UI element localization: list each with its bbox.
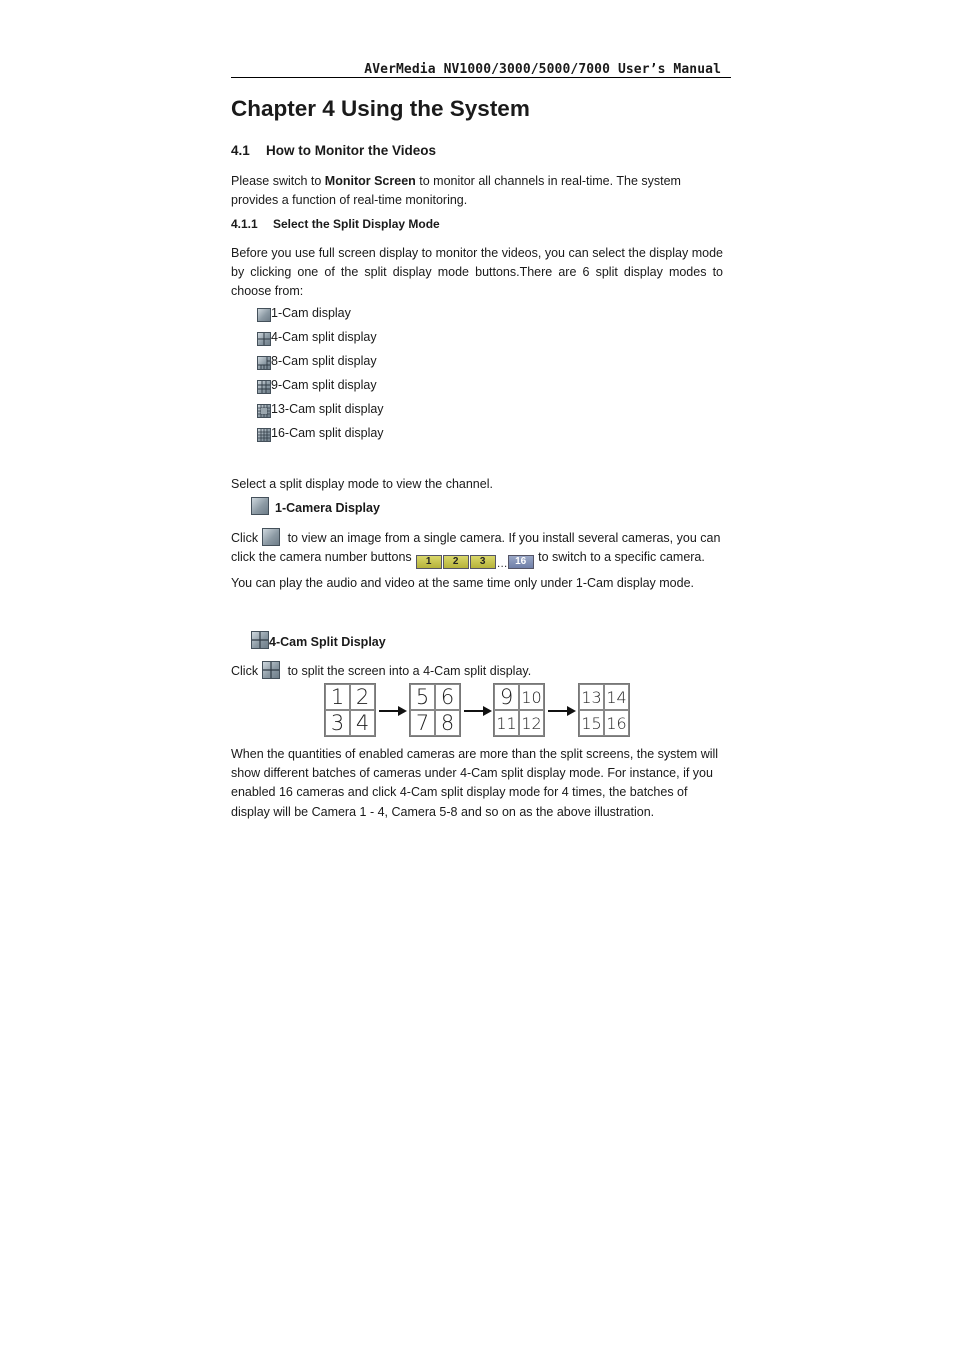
running-header-title: AVerMedia NV1000/3000/5000/7000 User’s Manual <box>364 62 721 77</box>
camera-button-2[interactable]: 2 <box>443 555 469 569</box>
four-cam-text: to split the screen into a 4-Cam split display. <box>287 664 532 678</box>
grid-cell: 15 <box>579 710 604 736</box>
grid-cell: 11 <box>494 710 519 736</box>
section-number: 4.1 <box>231 143 250 158</box>
camera-button-3[interactable]: 3 <box>470 555 496 569</box>
grid-cell: 10 <box>519 684 544 710</box>
click-word: Click <box>231 664 259 678</box>
grid-cell: 8 <box>435 710 460 736</box>
one-camera-text-a: to view an image from a single camera. If you install several cameras, you can click the camera number buttons <box>231 531 721 565</box>
grid-cell: 1 <box>325 684 350 710</box>
batch-grid-3 <box>493 683 545 737</box>
grid-cell: 14 <box>604 684 629 710</box>
grid-cell: 13 <box>579 684 604 710</box>
split-intro-paragraph: Before you use full screen display to monitor the videos, you can select the display mode by clicking one of the split display mode buttons.There are 6 split display modes to choose from: <box>231 246 723 299</box>
grid-cell: 9 <box>494 684 519 710</box>
list-item <box>257 354 384 378</box>
camera-button-1[interactable]: 1 <box>416 555 442 569</box>
running-header <box>231 60 731 78</box>
one-camera-paragraph <box>231 528 723 594</box>
list-item <box>257 306 384 330</box>
four-cam-explanation: When the quantities of enabled cameras are more than the split screens, the system will show different batches of cameras under 4-Cam split display mode. For instance, if you enabled 16 cameras and click 4-Cam split display mode for 4 times, the batches of display will be Camera 1 - 4, Camera 5-8 and so on as the above illustration. <box>231 747 719 819</box>
ellipsis: … <box>496 558 508 571</box>
grid-cell: 7 <box>410 710 435 736</box>
grid-cell: 2 <box>350 684 375 710</box>
eight-cam-icon <box>257 356 271 370</box>
split-mode-list <box>257 306 384 450</box>
mode-label: 4-Cam split display <box>271 330 377 344</box>
grid-cell: 16 <box>604 710 629 736</box>
subsection-number: 4.1.1 <box>231 217 258 231</box>
one-cam-icon <box>262 528 280 546</box>
mode-label: 13-Cam split display <box>271 402 384 416</box>
one-cam-icon <box>257 308 271 322</box>
select-mode-text: Select a split display mode to view the channel. <box>231 477 493 491</box>
grid-cell: 3 <box>325 710 350 736</box>
four-cam-icon <box>251 631 269 649</box>
intro-bold-term: Monitor Screen <box>324 174 416 188</box>
batch-grid-4 <box>578 683 630 737</box>
four-cam-batch-diagram <box>324 683 634 739</box>
list-item <box>257 330 384 354</box>
grid-cell: 12 <box>519 710 544 736</box>
sixteen-cam-icon <box>257 428 271 442</box>
four-cam-paragraph <box>231 661 723 681</box>
list-item <box>257 426 384 450</box>
batch-grid-1 <box>324 683 376 737</box>
thirteen-cam-icon <box>257 404 271 418</box>
grid-cell: 4 <box>350 710 375 736</box>
section-heading <box>231 143 436 158</box>
nine-cam-icon <box>257 380 271 394</box>
four-cam-heading <box>251 631 386 649</box>
intro-paragraph <box>231 172 723 210</box>
grid-cell: 6 <box>435 684 460 710</box>
four-cam-icon <box>257 332 271 346</box>
list-item <box>257 378 384 402</box>
arrow-right-icon <box>463 705 493 717</box>
one-cam-icon <box>251 497 269 515</box>
arrow-right-icon <box>547 705 577 717</box>
subsection-title: Select the Split Display Mode <box>273 217 440 231</box>
list-item <box>257 402 384 426</box>
mode-label: 9-Cam split display <box>271 378 377 392</box>
one-camera-text-b: to switch to a specific camera. You can play the audio and video at the same time only under 1-Cam display mode. <box>231 550 705 591</box>
mode-label: 1-Cam display <box>271 306 351 320</box>
section-title: How to Monitor the Videos <box>266 143 436 158</box>
batch-grid-2 <box>409 683 461 737</box>
subsection-heading <box>231 217 440 231</box>
four-cam-icon <box>262 661 280 679</box>
four-cam-heading-text: 4-Cam Split Display <box>269 635 386 649</box>
mode-label: 8-Cam split display <box>271 354 377 368</box>
mode-label: 16-Cam split display <box>271 426 384 440</box>
grid-cell: 5 <box>410 684 435 710</box>
one-camera-heading-text: 1-Camera Display <box>275 501 380 515</box>
intro-text-b: to monitor all channels in real-time. The system provides a function of real-time monitoring. <box>231 174 681 208</box>
camera-number-buttons <box>416 555 535 574</box>
camera-button-16[interactable]: 16 <box>508 555 534 569</box>
click-word: Click <box>231 531 259 545</box>
chapter-title: Chapter 4 Using the System <box>231 96 530 121</box>
intro-text-a: Please switch to <box>231 174 325 188</box>
arrow-right-icon <box>378 705 408 717</box>
one-camera-heading <box>251 497 380 515</box>
